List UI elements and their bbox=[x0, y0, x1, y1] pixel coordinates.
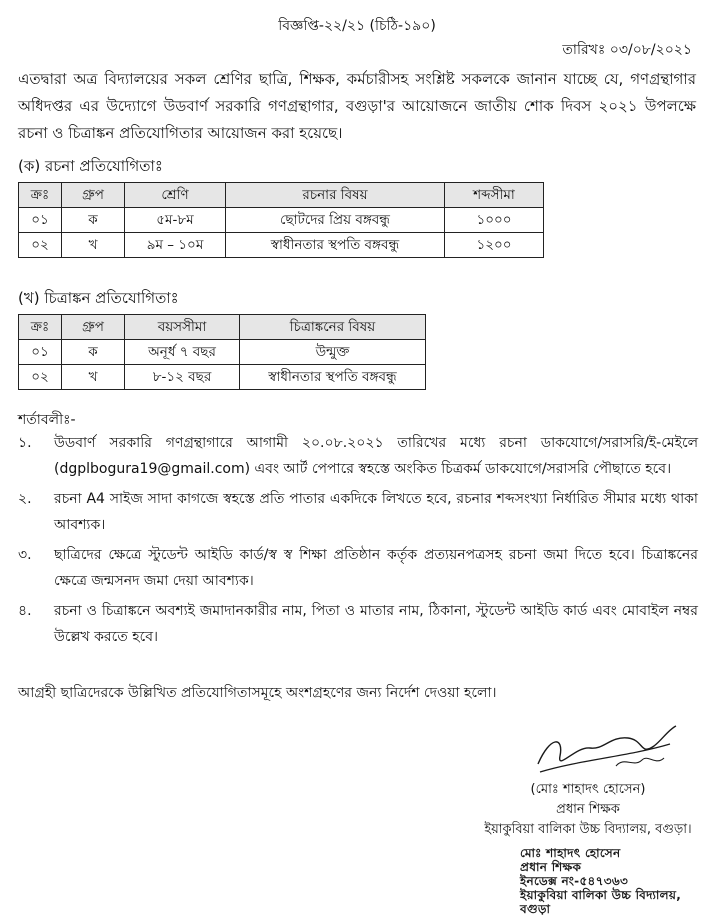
column-header: গ্রুপ bbox=[62, 315, 125, 340]
table-cell: স্বাধীনতার স্থপতি বঙ্গবন্ধু bbox=[226, 233, 445, 258]
column-header: শ্রেণি bbox=[125, 183, 226, 208]
essay-section-title: (ক) রচনা প্রতিযোগিতাঃ bbox=[18, 157, 163, 175]
table-cell: স্বাধীনতার স্থপতি বঙ্গবন্ধু bbox=[240, 365, 426, 390]
condition-number: ১. bbox=[18, 435, 32, 451]
table-cell: ৯ম – ১০ম bbox=[125, 233, 226, 258]
list-item bbox=[18, 430, 698, 482]
conditions-list bbox=[18, 430, 698, 654]
condition-number: ২. bbox=[18, 491, 32, 507]
table-cell: ছোটদের প্রিয় বঙ্গবন্ধু bbox=[226, 208, 445, 233]
column-header: গ্রুপ bbox=[62, 183, 125, 208]
column-header: শব্দসীমা bbox=[445, 183, 544, 208]
stamp-line: মোঃ শাহাদৎ হোসেন bbox=[520, 846, 621, 860]
table-cell: অনূর্ধ ৭ বছর bbox=[125, 340, 240, 365]
table-cell: ৫ম-৮ম bbox=[125, 208, 226, 233]
notice-date: তারিখঃ ০৩/০৮/২০২১ bbox=[562, 42, 692, 58]
essay-table-header bbox=[19, 183, 544, 208]
table-cell: ৮-১২ বছর bbox=[125, 365, 240, 390]
closing-paragraph: আগ্রহী ছাত্রিদেরকে উল্লিখিত প্রতিযোগিতাসমূহে অংশগ্রহণের জন্য নির্দেশ দেওয়া হলো। bbox=[18, 685, 497, 701]
intro-paragraph: এতদ্বারা অত্র বিদ্যালয়ের সকল শ্রেণির ছাত্রি, শিক্ষক, কর্মচারীসহ সংশ্লিষ্ট সকলকে জানান যাচ্ছে যে, গণগ্রন্থাগার অধিদপ্তর এর উদ্যোগে উডবার্ণ সরকারি গণগ্রন্থাগার, বগুড়া'র আয়োজনে জাতীয় শোক দিবস ২০২১ উপলক্ষে রচনা ও চিত্রাঙ্কন প্রতিযোগিতার আয়োজন করা হয়েছে। bbox=[18, 70, 696, 142]
condition-text: উডবার্ণ সরকারি গণগ্রন্থাগারে আগামী ২০.০৮.২০২১ তারিখের মধ্যে রচনা ডাকযোগে/সরাসরি/ই-মেইলে (dgplbogura19@gmail.com) এবং আর্ট পেপারে স্বহস্তে অংকিত চিত্রকর্ম ডাকযোগে/সরাসরি পৌছাতে হবে। bbox=[54, 435, 698, 477]
signatory-institution: ইয়াকুবিয়া বালিকা উচ্চ বিদ্যালয়, বগুড়া। bbox=[484, 822, 692, 837]
list-item bbox=[18, 598, 698, 650]
table-cell: খ bbox=[62, 365, 125, 390]
signatory-name: (মোঃ শাহাদৎ হোসেন) bbox=[530, 782, 646, 797]
table-cell: ০১ bbox=[19, 208, 62, 233]
table-row bbox=[19, 340, 426, 365]
notice-number: বিজ্ঞপ্তি-২২/২১ (চিঠি-১৯০) bbox=[278, 18, 436, 34]
condition-text: রচনা ও চিত্রাঙ্কনে অবশ্যই জমাদানকারীর নাম, পিতা ও মাতার নাম, ঠিকানা, স্টুডেন্ট আইডি কার্ড এবং মোবাইল নম্বর উল্লেখ করতে হবে। bbox=[54, 603, 698, 645]
condition-number: ৪. bbox=[18, 603, 32, 619]
table-cell: ১০০০ bbox=[445, 208, 544, 233]
column-header: বয়সসীমা bbox=[125, 315, 240, 340]
stamp-line: প্রধান শিক্ষক bbox=[520, 860, 582, 874]
drawing-table bbox=[18, 314, 426, 390]
table-cell: ০২ bbox=[19, 233, 62, 258]
drawing-table-header bbox=[19, 315, 426, 340]
table-row bbox=[19, 208, 544, 233]
table-cell: ক bbox=[62, 208, 125, 233]
column-header: রচনার বিষয় bbox=[226, 183, 445, 208]
column-header: ক্রঃ bbox=[19, 183, 62, 208]
stamp-line: ইয়াকুবিয়া বালিকা উচ্চ বিদ্যালয়, বগুড়া bbox=[520, 888, 682, 916]
stamp-line: ইনডেক্স নং-৫৪৭৩৬৩ bbox=[520, 874, 629, 888]
handwritten-signature bbox=[520, 716, 680, 786]
table-cell: ক bbox=[62, 340, 125, 365]
essay-table bbox=[18, 182, 544, 258]
signatory-designation: প্রধান শিক্ষক bbox=[556, 802, 620, 817]
signatory-block bbox=[478, 780, 698, 840]
condition-number: ৩. bbox=[18, 547, 32, 563]
table-row bbox=[19, 233, 544, 258]
table-cell: ১২০০ bbox=[445, 233, 544, 258]
table-cell: ০১ bbox=[19, 340, 62, 365]
condition-text: ছাত্রিদের ক্ষেত্রে স্টুডেন্ট আইডি কার্ড/স্ব স্ব শিক্ষা প্রতিষ্ঠান কর্তৃক প্রত্যয়নপত্রসহ রচনা জমা দিতে হবে। চিত্রাঙ্কনের ক্ষেত্রে জন্মসনদ জমা দেয়া আবশ্যক। bbox=[54, 547, 698, 589]
drawing-section-title: (খ) চিত্রাঙ্কন প্রতিযোগিতাঃ bbox=[18, 289, 179, 307]
column-header: চিত্রাঙ্কনের বিষয় bbox=[240, 315, 426, 340]
table-cell: ০২ bbox=[19, 365, 62, 390]
table-cell: উন্মুক্ত bbox=[240, 340, 426, 365]
column-header: ক্রঃ bbox=[19, 315, 62, 340]
table-row bbox=[19, 365, 426, 390]
official-stamp bbox=[520, 846, 700, 916]
table-cell: খ bbox=[62, 233, 125, 258]
conditions-title: শর্তাবলীঃ- bbox=[18, 412, 76, 428]
list-item bbox=[18, 486, 698, 538]
condition-text: রচনা A4 সাইজ সাদা কাগজে স্বহস্তে প্রতি পাতার একদিকে লিখতে হবে, রচনার শব্দসংখ্যা নির্ধারিত সীমার মধ্যে থাকা আবশ্যক। bbox=[54, 491, 698, 533]
list-item bbox=[18, 542, 698, 594]
